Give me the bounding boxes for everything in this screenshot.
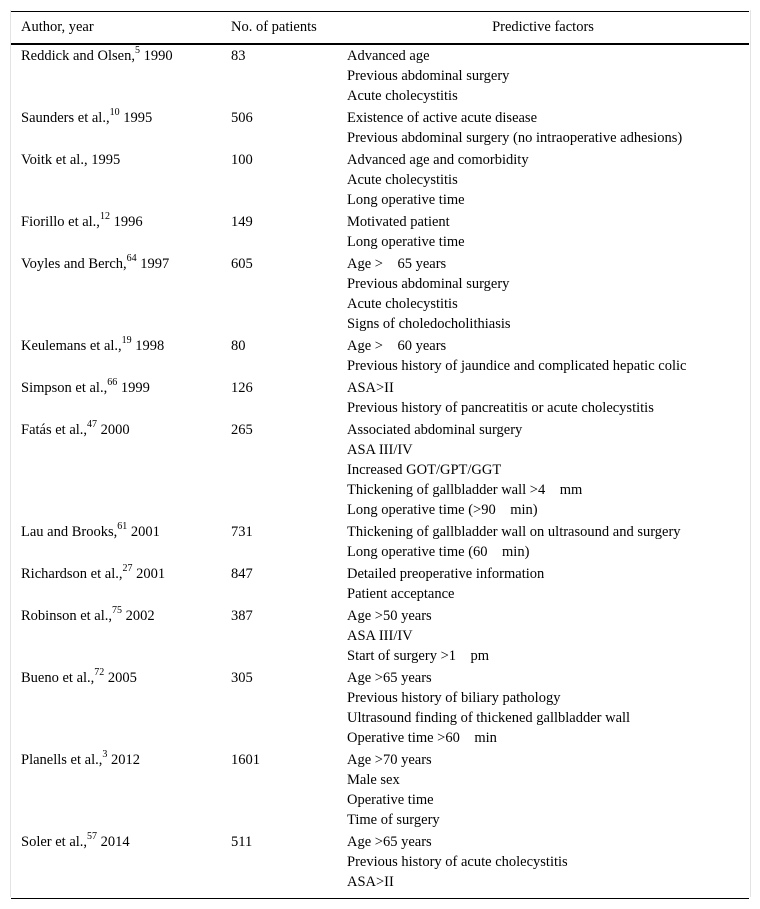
predictive-factor: Age >65 years (347, 670, 432, 686)
author-name: Voitk et al., 1995 (21, 152, 121, 168)
reference-number: 5 (134, 45, 140, 57)
cell-author-year (11, 44, 221, 107)
predictive-factor: Long operative time (60 min) (347, 544, 530, 560)
table-body (11, 44, 749, 899)
table-row (11, 377, 749, 419)
table-header-row (11, 12, 749, 45)
predictive-factor: Age >70 years (347, 752, 432, 768)
cell-no-of-patients: 731 (231, 524, 253, 540)
predictive-factor: Long operative time (>90 min) (347, 502, 538, 518)
cell-predictive-factors (337, 44, 749, 107)
predictive-factor: Time of surgery (347, 812, 440, 828)
table-row (11, 605, 749, 667)
author-name: Bueno et al., (21, 670, 95, 686)
cell-predictive-factors (337, 419, 749, 521)
reference-number: 12 (99, 211, 110, 223)
predictive-factor: Male sex (347, 772, 400, 788)
predictive-factor: Motivated patient (347, 214, 450, 230)
predictive-factor: ASA III/IV (347, 628, 413, 644)
predictive-factor: Increased GOT/GPT/GGT (347, 462, 502, 478)
predictive-factor: Thickening of gallbladder wall >4 mm (347, 482, 583, 498)
predictive-factor: Previous history of biliary pathology (347, 690, 561, 706)
reference-number: 66 (107, 377, 118, 389)
author-name: Fatás et al., (21, 422, 88, 438)
predictive-factor: Ultrasound finding of thickened gallbladder wall (347, 710, 631, 726)
cell-no-of-patients: 511 (221, 831, 337, 899)
table-row (11, 107, 749, 149)
publication-year: 1998 (135, 338, 165, 354)
author-name: Keulemans et al., (21, 338, 122, 354)
publication-year: 1999 (120, 380, 150, 396)
author-name: Planells et al., (21, 752, 103, 768)
reference-number: 19 (121, 335, 132, 347)
cell-author-year (11, 211, 221, 253)
cell-predictive-factors (337, 335, 749, 377)
cell-predictive-factors (337, 831, 749, 899)
table-row (11, 211, 749, 253)
predictive-factor: Associated abdominal surgery (347, 422, 523, 438)
author-name: Reddick and Olsen, (21, 48, 135, 64)
table-row (11, 44, 749, 107)
author-name: Simpson et al., (21, 380, 108, 396)
predictive-factor: Age >50 years (347, 608, 432, 624)
cell-author-year (11, 377, 221, 419)
predictive-factor: Operative time >60 min (347, 730, 497, 746)
author-name: Fiorillo et al., (21, 214, 100, 230)
cell-no-of-patients: 80 (231, 338, 246, 354)
cell-no-of-patients: 83 (231, 48, 246, 64)
author-name: Richardson et al., (21, 566, 123, 582)
header-no-of-patients: No. of patients (221, 12, 337, 45)
publication-year: 2001 (136, 566, 166, 582)
cell-predictive-factors (337, 749, 749, 831)
predictive-factor: Previous abdominal surgery (347, 68, 510, 84)
cell-no-of-patients: 506 (231, 110, 253, 126)
table-row (11, 419, 749, 521)
predictive-factor: ASA III/IV (347, 442, 413, 458)
reference-number: 72 (94, 667, 105, 679)
author-name: Lau and Brooks, (21, 524, 118, 540)
predictive-factor: Detailed preoperative information (347, 566, 545, 582)
predictive-factors-table (11, 11, 749, 899)
predictive-factor: Patient acceptance (347, 586, 455, 602)
publication-year: 1997 (140, 256, 170, 272)
publication-year: 2014 (100, 834, 130, 850)
cell-no-of-patients: 605 (231, 256, 253, 272)
predictive-factor: Existence of active acute disease (347, 110, 538, 126)
predictive-factor: Previous abdominal surgery (347, 276, 510, 292)
predictive-factor: Age > 60 years (347, 338, 447, 354)
predictive-factor: Long operative time (347, 234, 465, 250)
predictive-factor: Operative time (347, 792, 434, 808)
publication-year: 2002 (125, 608, 155, 624)
cell-predictive-factors (337, 377, 749, 419)
publication-year: 2012 (110, 752, 140, 768)
predictive-factor: Age >65 years (347, 834, 432, 850)
cell-predictive-factors (337, 667, 749, 749)
table-row (11, 253, 749, 335)
cell-no-of-patients: 149 (231, 214, 253, 230)
table-row (11, 831, 749, 899)
predictive-factor: Signs of choledocholithiasis (347, 316, 511, 332)
reference-number: 61 (117, 521, 128, 533)
cell-no-of-patients: 126 (231, 380, 253, 396)
cell-predictive-factors (337, 107, 749, 149)
cell-predictive-factors (337, 521, 749, 563)
cell-predictive-factors (337, 605, 749, 667)
predictive-factor: Previous history of pancreatitis or acute cholecystitis (347, 400, 654, 416)
publication-year: 2000 (100, 422, 130, 438)
cell-no-of-patients: 265 (231, 422, 253, 438)
predictive-factor: Age > 65 years (347, 256, 447, 272)
cell-predictive-factors (337, 253, 749, 335)
predictive-factor: Previous abdominal surgery (no intraoperative adhesions) (347, 130, 683, 146)
cell-author-year (11, 563, 221, 605)
predictive-factor: Previous history of jaundice and complicated hepatic colic (347, 358, 687, 374)
cell-no-of-patients: 1601 (231, 752, 260, 768)
publication-year: 1996 (113, 214, 143, 230)
predictive-factor: Start of surgery >1 pm (347, 648, 490, 664)
predictive-factor: ASA>II (347, 874, 394, 890)
predictive-factor: Advanced age and comorbidity (347, 152, 529, 168)
reference-number: 10 (109, 107, 120, 119)
author-name: Voyles and Berch, (21, 256, 127, 272)
table-row (11, 667, 749, 749)
predictive-factor: Acute cholecystitis (347, 172, 458, 188)
table-row (11, 563, 749, 605)
cell-author-year (11, 749, 221, 831)
cell-author-year (11, 149, 221, 211)
publication-year: 2005 (107, 670, 137, 686)
publication-year: 1990 (143, 48, 173, 64)
publication-year: 1995 (123, 110, 153, 126)
reference-number: 27 (122, 563, 133, 575)
predictive-factor: Advanced age (347, 48, 430, 64)
cell-author-year (11, 521, 221, 563)
reference-number: 3 (102, 749, 108, 761)
reference-number: 47 (87, 419, 98, 431)
reference-number: 57 (87, 831, 98, 843)
table-row (11, 749, 749, 831)
cell-no-of-patients: 847 (231, 566, 253, 582)
cell-author-year (11, 831, 221, 899)
table-row (11, 149, 749, 211)
predictive-factor: ASA>II (347, 380, 394, 396)
publication-year: 2001 (130, 524, 160, 540)
cell-author-year (11, 253, 221, 335)
cell-no-of-patients: 387 (231, 608, 253, 624)
header-predictive-factors: Predictive factors (337, 12, 749, 45)
author-name: Saunders et al., (21, 110, 110, 126)
author-name: Soler et al., (21, 834, 88, 850)
cell-author-year (11, 667, 221, 749)
cell-no-of-patients: 100 (231, 152, 253, 168)
cell-no-of-patients: 305 (231, 670, 253, 686)
predictive-factor: Thickening of gallbladder wall on ultrasound and surgery (347, 524, 681, 540)
predictive-factor: Long operative time (347, 192, 465, 208)
cell-predictive-factors (337, 563, 749, 605)
cell-author-year (11, 107, 221, 149)
cell-author-year (11, 419, 221, 521)
predictive-factor: Acute cholecystitis (347, 88, 458, 104)
header-author-year: Author, year (11, 12, 221, 45)
cell-author-year (11, 605, 221, 667)
author-name: Robinson et al., (21, 608, 113, 624)
cell-predictive-factors (337, 149, 749, 211)
reference-number: 75 (112, 605, 123, 617)
cell-author-year (11, 335, 221, 377)
predictive-factor: Previous history of acute cholecystitis (347, 854, 568, 870)
cell-predictive-factors (337, 211, 749, 253)
reference-number: 64 (126, 253, 137, 265)
predictive-factor: Acute cholecystitis (347, 296, 458, 312)
table-row (11, 335, 749, 377)
table-row (11, 521, 749, 563)
